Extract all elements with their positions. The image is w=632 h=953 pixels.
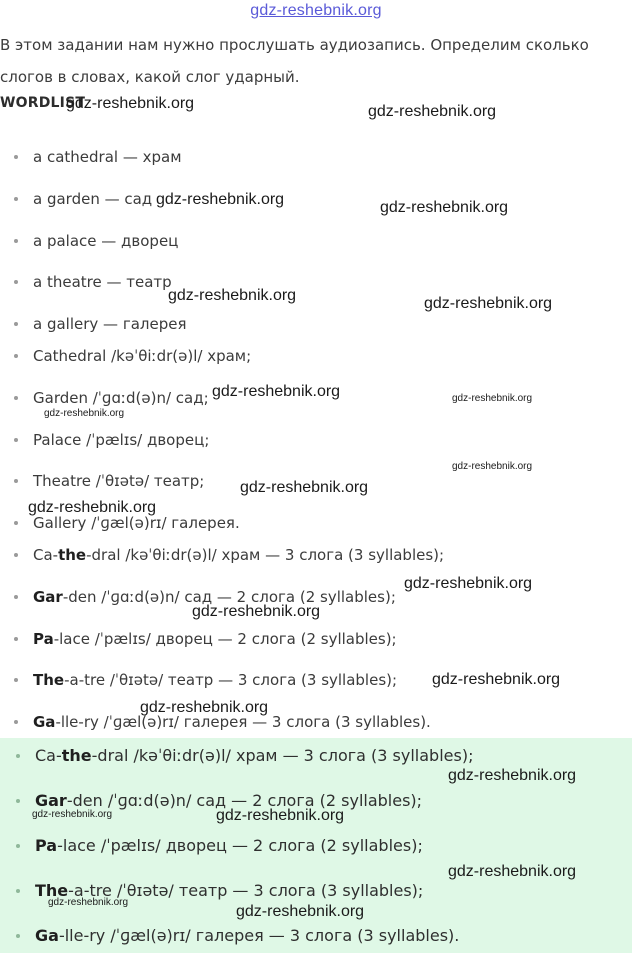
bullet-icon xyxy=(14,438,18,442)
watermark: gdz-reshebnik.org xyxy=(448,863,577,880)
item-text xyxy=(33,315,186,333)
text-segment: Palace /ˈpælɪs/ дворец; xyxy=(33,431,210,449)
bullet-icon xyxy=(16,934,20,938)
item-text xyxy=(35,836,423,855)
item-text xyxy=(33,671,397,689)
item-text xyxy=(35,926,459,945)
watermark: gdz-reshebnik.org xyxy=(168,287,297,304)
list-item xyxy=(14,143,182,171)
watermark: gdz-reshebnik.org xyxy=(28,499,157,516)
list-item xyxy=(14,185,152,213)
text-segment: -a-tre /ˈθɪətə/ театр — 3 слога (3 syllables); xyxy=(68,881,424,900)
watermark: gdz-reshebnik.org xyxy=(368,103,497,120)
list-item xyxy=(14,342,251,370)
intro-paragraph: В этом задании нам нужно прослушать аудиозапись. Определим сколько слогов в словах, какой слог ударный. xyxy=(0,36,589,86)
bullet-icon xyxy=(14,595,18,599)
text-segment: a garden — сад xyxy=(33,190,153,208)
text-segment: -lle-ry /ˈɡæl(ə)rɪ/ галерея — 3 слога (3 syllables). xyxy=(55,713,431,731)
stressed-syllable: the xyxy=(61,746,92,765)
text-segment: -a-tre /ˈθɪətə/ театр — 3 слога (3 syllables); xyxy=(64,671,398,689)
list-item xyxy=(14,227,178,255)
watermark: gdz-reshebnik.org xyxy=(156,191,285,208)
item-text xyxy=(33,148,182,166)
text-segment: a cathedral — храм xyxy=(33,148,182,166)
text-segment: Theatre /ˈθɪətə/ театр; xyxy=(33,472,205,490)
stressed-syllable: Pa xyxy=(35,836,58,855)
bullet-icon xyxy=(14,479,18,483)
item-text xyxy=(33,546,444,564)
list-item xyxy=(14,625,397,653)
text-segment: a gallery — галерея xyxy=(33,315,187,333)
watermark: gdz-reshebnik.org xyxy=(448,767,577,784)
watermark: gdz-reshebnik.org xyxy=(140,699,269,716)
bullet-icon xyxy=(14,553,18,557)
stressed-syllable: Gar xyxy=(33,588,63,606)
watermark: gdz-reshebnik.org xyxy=(380,199,509,216)
bullet-icon xyxy=(14,239,18,243)
text-segment: -den /ˈɡɑːd(ə)n/ сад — 2 слога (2 syllables); xyxy=(66,791,423,810)
text-segment: Garden /ˈɡɑːd(ə)n/ сад; xyxy=(33,389,209,407)
text-segment: -lace /ˈpælɪs/ дворец — 2 слога (2 syllables); xyxy=(57,836,423,855)
watermark: gdz-reshebnik.org xyxy=(452,393,533,404)
watermark: gdz-reshebnik.org xyxy=(424,295,553,312)
stressed-syllable: The xyxy=(35,881,69,900)
bullet-icon xyxy=(14,155,18,159)
watermark: gdz-reshebnik.org xyxy=(48,897,129,908)
watermark: gdz-reshebnik.org xyxy=(404,575,533,592)
item-text xyxy=(33,232,178,250)
stressed-syllable: Ga xyxy=(35,926,59,945)
list-item xyxy=(14,666,397,694)
text-segment: Cathedral /kəˈθiːdr(ə)l/ храм; xyxy=(33,347,252,365)
item-text xyxy=(33,273,172,291)
bullet-icon xyxy=(14,197,18,201)
bullet-icon xyxy=(16,844,20,848)
stressed-syllable: Ga xyxy=(33,713,56,731)
watermark: gdz-reshebnik.org xyxy=(32,809,113,820)
bullet-icon xyxy=(14,322,18,326)
watermark: gdz-reshebnik.org xyxy=(452,461,533,472)
list-item xyxy=(14,541,444,569)
item-text xyxy=(33,630,397,648)
text-segment: Gallery /ˈɡæl(ə)rɪ/ галерея. xyxy=(33,514,240,532)
stressed-syllable: Gar xyxy=(35,791,67,810)
bullet-icon xyxy=(16,799,20,803)
list-item xyxy=(14,268,172,296)
list-item xyxy=(16,922,459,950)
list-item xyxy=(16,742,473,770)
item-text xyxy=(33,190,152,208)
item-text xyxy=(33,431,209,449)
bullet-icon xyxy=(16,889,20,893)
bullet-icon xyxy=(14,521,18,525)
watermark: gdz-reshebnik.org xyxy=(192,603,321,620)
item-text xyxy=(33,389,209,407)
stressed-syllable: the xyxy=(58,546,87,564)
text-segment: Ca- xyxy=(35,746,62,765)
text-segment: a theatre — театр xyxy=(33,273,172,291)
watermark: gdz-reshebnik.org xyxy=(432,671,561,688)
item-text xyxy=(33,347,251,365)
watermark: gdz-reshebnik.org xyxy=(44,408,125,419)
item-text xyxy=(35,746,473,765)
bullet-icon xyxy=(14,678,18,682)
list-item xyxy=(14,467,204,495)
bullet-icon xyxy=(16,754,20,758)
bullet-icon xyxy=(14,720,18,724)
list-item xyxy=(14,310,186,338)
item-text xyxy=(33,472,204,490)
list-item xyxy=(16,832,423,860)
watermark: gdz-reshebnik.org xyxy=(216,807,345,824)
text-segment: -den /ˈɡɑːd(ə)n/ сад — 2 слога (2 syllables); xyxy=(62,588,396,606)
watermark: gdz-reshebnik.org xyxy=(212,383,341,400)
wordlist-heading: WORDLIST xyxy=(0,95,86,111)
list-item xyxy=(14,426,209,454)
watermark: gdz-reshebnik.org xyxy=(66,95,195,112)
text-segment: -lle-ry /ˈɡæl(ə)rɪ/ галерея — 3 слога (3 syllables). xyxy=(58,926,460,945)
text-segment: a palace — дворец xyxy=(33,232,179,250)
bullet-icon xyxy=(14,280,18,284)
watermark: gdz-reshebnik.org xyxy=(236,903,365,920)
text-segment: -lace /ˈpælɪs/ дворец — 2 слога (2 syllables); xyxy=(53,630,397,648)
bullet-icon xyxy=(14,354,18,358)
text-segment: Ca- xyxy=(33,546,59,564)
stressed-syllable: Pa xyxy=(33,630,54,648)
site-link[interactable]: gdz-reshebnik.org xyxy=(250,2,382,19)
text-segment: -dral /kəˈθiːdr(ə)l/ храм — 3 слога (3 syllables); xyxy=(86,546,445,564)
bullet-icon xyxy=(14,396,18,400)
stressed-syllable: The xyxy=(33,671,65,689)
watermark: gdz-reshebnik.org xyxy=(240,479,369,496)
bullet-icon xyxy=(14,637,18,641)
text-segment: -dral /kəˈθiːdr(ə)l/ храм — 3 слога (3 syllables); xyxy=(91,746,474,765)
